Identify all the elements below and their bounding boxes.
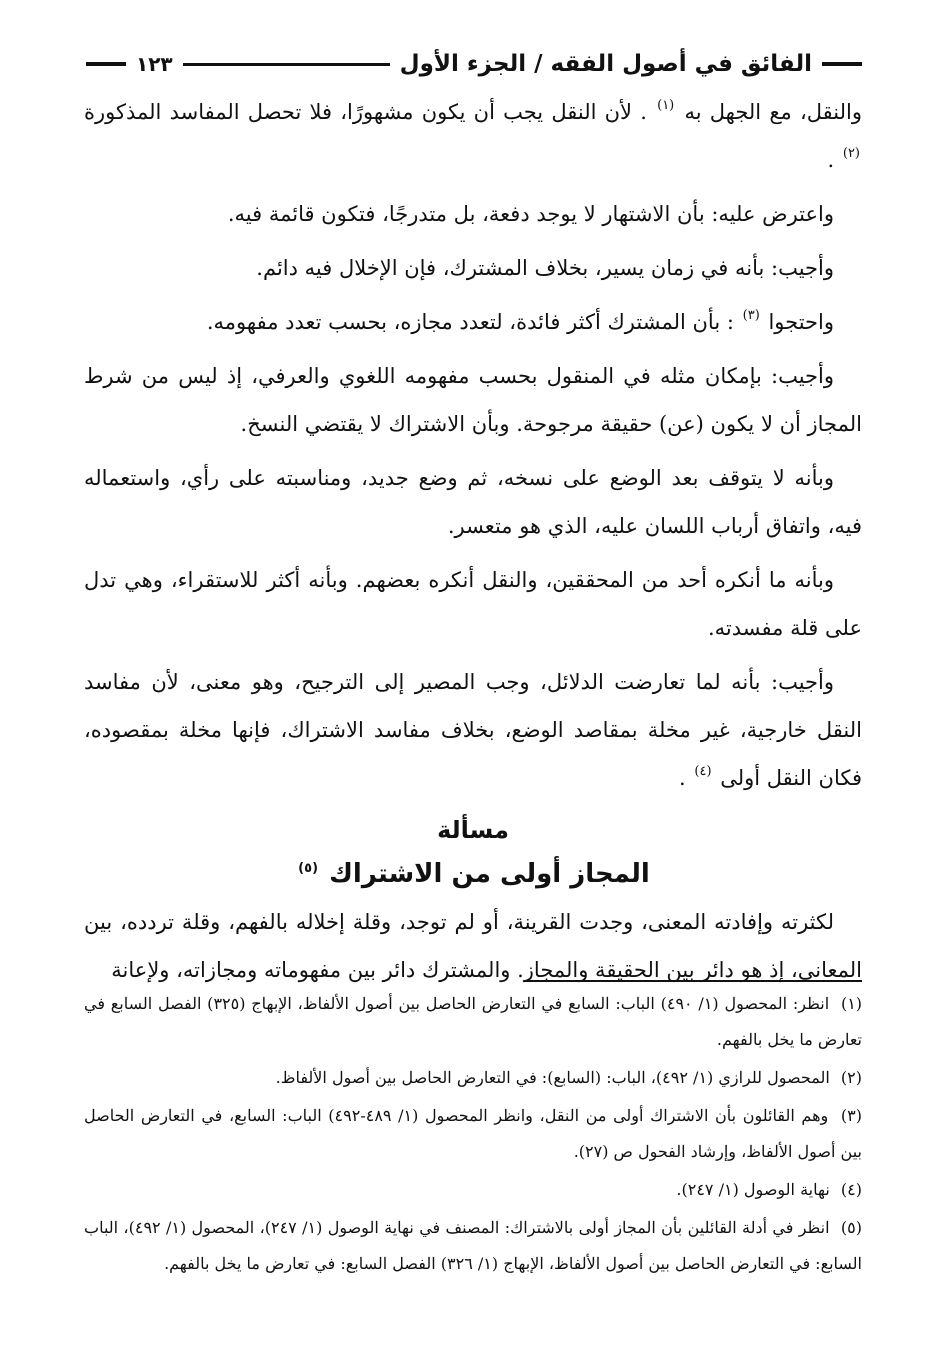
- header-title: الفائق في أصول الفقه / الجزء الأول: [399, 51, 812, 77]
- footnote-number: (٣): [840, 1106, 862, 1125]
- paragraph-3: وأجيب: بأنه في زمان يسير، بخلاف المشترك، فإن الإخلال فيه دائم.: [256, 256, 834, 280]
- paragraph-1-text-b: . لأن النقل يجب أن يكون مشهورًا، فلا تحصل المفاسد المذكورة: [84, 100, 647, 124]
- footnote-2: [84, 1060, 862, 1096]
- footnote-text: انظر: المحصول (١/ ٤٩٠) الباب: السابع في التعارض الحاصل بين أصول الألفاظ، الإبهاج (٣٢٥) الفصل السابع في تعارض ما يخل بالفهم.: [84, 994, 862, 1049]
- paragraph-6: وبأنه لا يتوقف بعد الوضع على نسخه، ثم وضع جديد، ومناسبته على رأي، واستعماله فيه، واتفاق أرباب اللسان عليه، الذي هو متعسر.: [84, 466, 862, 538]
- paragraph-1: [84, 88, 862, 184]
- footnote-ref-4: (٤): [694, 764, 712, 779]
- footnote-ref-2: (٢): [842, 146, 860, 161]
- paragraph-4: [84, 298, 862, 346]
- paragraph-8-text-b: .: [679, 766, 686, 790]
- footnotes: [84, 986, 862, 1284]
- header-rule: [183, 63, 390, 66]
- footnote-ref-5: (٥): [298, 861, 319, 876]
- section-subheading: [84, 852, 862, 896]
- footnote-number: (٥): [840, 1218, 863, 1237]
- header-dash-right: [822, 62, 862, 66]
- footnote-number: (٢): [840, 1068, 862, 1087]
- footnote-3: [84, 1098, 862, 1170]
- paragraph-1-text-a: والنقل، مع الجهل به: [684, 100, 862, 124]
- paragraph-4-text-b: : بأن المشترك أكثر فائدة، لتعدد مجازه، بحسب تعدد مفهومه.: [206, 310, 734, 334]
- paragraph-4-text-a: واحتجوا: [768, 310, 834, 334]
- running-header: [86, 44, 862, 84]
- paragraph-8: [84, 658, 862, 802]
- footnote-text: وهم القائلون بأن الاشتراك أولى من النقل، وانظر المحصول (١/ ٤٨٩-٤٩٢) الباب: السابع، في التعارض الحاصل بين أصول الألفاظ، وإرشاد الفحول ص (٢٧).: [84, 1106, 862, 1161]
- footnote-5: [84, 1210, 862, 1282]
- footnote-text: نهاية الوصول (١/ ٢٤٧).: [676, 1180, 830, 1199]
- footnote-ref-1: (١): [657, 98, 675, 113]
- paragraph-8-text-a: وأجيب: بأنه لما تعارضت الدلائل، وجب المصير إلى الترجيح، وهو معنى، لأن مفاسد النقل خارجية، غير مخلة بمقاصد الوضع، بخلاف مفاسد الاشتراك، فإنها مخلة بمقصوده، فكان النقل أولى: [84, 670, 862, 790]
- footnote-ref-3: (٣): [742, 308, 760, 323]
- footnote-text: المحصول للرازي (١/ ٤٩٢)، الباب: (السابع): في التعارض الحاصل بين أصول الألفاظ.: [275, 1068, 830, 1087]
- footnote-separator: [524, 980, 862, 982]
- paragraph-5: وأجيب: بإمكان مثله في المنقول بحسب مفهومه اللغوي والعرفي، إذ ليس من شرط المجاز أن لا يكون (عن) حقيقة مرجوحة. وبأن الاشتراك لا يقتضي النسخ.: [84, 364, 862, 436]
- paragraph-7: وبأنه ما أنكره أحد من المحققين، والنقل أنكره بعضهم. وبأنه أكثر للاستقراء، وهي تدل على قلة مفسدته.: [84, 568, 862, 640]
- paragraph-2: واعترض عليه: بأن الاشتهار لا يوجد دفعة، بل متدرجًا، فتكون قائمة فيه.: [227, 202, 834, 226]
- page-number: ١٢٣: [136, 52, 173, 76]
- footnote-text: انظر في أدلة القائلين بأن المجاز أولى بالاشتراك: المصنف في نهاية الوصول (١/ ٢٤٧)، المحصول (١/ ٤٩٢)، الباب السابع: في التعارض الحاصل بين أصول الألفاظ، الإبهاج (١/ ٣٢٦) الفصل السابع: في تعارض ما يخل بالفهم.: [84, 1218, 862, 1273]
- footnote-1: [84, 986, 862, 1058]
- section-heading: مسألة: [437, 816, 509, 844]
- paragraph-1-text-c: .: [827, 148, 835, 172]
- footnote-number: (٤): [840, 1180, 862, 1199]
- paragraph-9: لكثرته وإفادته المعنى، وجدت القرينة، أو لم توجد، وقلة إخلاله بالفهم، وقلة تردده، بين المعاني، إذ هو دائر بين الحقيقة والمجاز. والمشترك دائر بين مفهوماته ومجازاته، ولإعانة: [84, 910, 862, 982]
- header-dash-left: [86, 62, 126, 66]
- main-text: [84, 88, 862, 1000]
- footnote-number: (١): [840, 994, 863, 1013]
- footnote-4: [84, 1172, 862, 1208]
- section-subheading-text: المجاز أولى من الاشتراك: [329, 859, 650, 889]
